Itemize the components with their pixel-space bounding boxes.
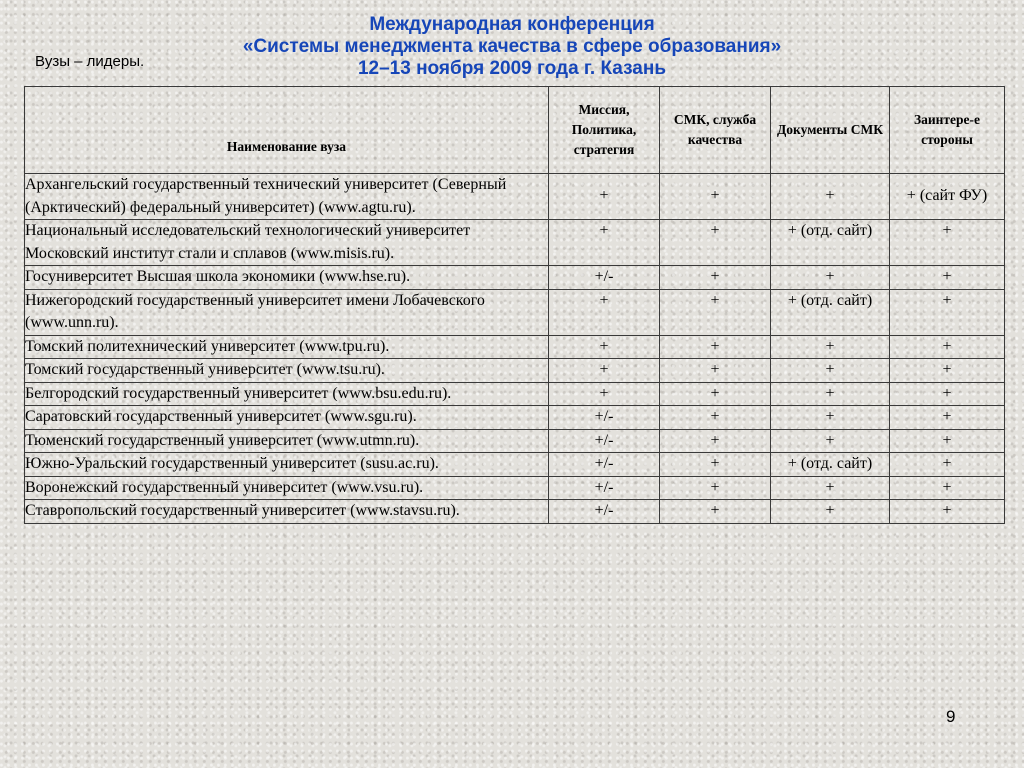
mission-value: +: [549, 359, 660, 383]
table-header-row: [25, 87, 1005, 174]
docs-value: +: [771, 429, 890, 453]
service-value: +: [660, 406, 771, 430]
service-value: +: [660, 289, 771, 335]
table-row: [25, 289, 1005, 335]
table-row: [25, 406, 1005, 430]
parties-value: +: [890, 500, 1005, 524]
mission-value: +: [549, 335, 660, 359]
mission-value: +: [549, 382, 660, 406]
header-qms-documents: Документы СМК: [771, 87, 890, 174]
mission-value: +/-: [549, 500, 660, 524]
mission-value: +: [549, 289, 660, 335]
conference-title: Международная конференция: [369, 14, 655, 35]
table-row: [25, 220, 1005, 266]
university-name: Белгородский государственный университет (www.bsu.edu.ru).: [25, 382, 549, 406]
university-name: Воронежский государственный университет (www.vsu.ru).: [25, 476, 549, 500]
docs-value: +: [771, 406, 890, 430]
table-row: [25, 382, 1005, 406]
slide-subtitle: Вузы – лидеры.: [35, 53, 145, 70]
mission-value: +: [549, 174, 660, 220]
conference-date-place: 12–13 ноября 2009 года г. Казань: [357, 58, 667, 79]
parties-value: +: [890, 289, 1005, 335]
parties-value: +: [890, 335, 1005, 359]
university-name: Госуниверситет Высшая школа экономики (www.hse.ru).: [25, 266, 549, 290]
service-value: +: [660, 382, 771, 406]
slide-title: [0, 14, 1024, 80]
university-name: Южно-Уральский государственный университет (susu.ac.ru).: [25, 453, 549, 477]
docs-value: +: [771, 476, 890, 500]
parties-value: +: [890, 406, 1005, 430]
university-name: Томский государственный университет (www.tsu.ru).: [25, 359, 549, 383]
service-value: +: [660, 220, 771, 266]
docs-value: +: [771, 174, 890, 220]
mission-value: +: [549, 220, 660, 266]
table-row: [25, 429, 1005, 453]
docs-value: +: [771, 382, 890, 406]
conference-subject: «Системы менеджмента качества в сфере образования»: [242, 36, 782, 57]
header-qms-service: СМК, служба качества: [660, 87, 771, 174]
table-row: [25, 476, 1005, 500]
service-value: +: [660, 174, 771, 220]
university-name: Архангельский государственный технический университет (Северный (Арктический) федеральный университет) (www.agtu.ru).: [25, 174, 549, 220]
header-university-name: Наименование вуза: [25, 87, 549, 174]
header-mission: Миссия, Политика, стратегия: [549, 87, 660, 174]
docs-value: + (отд. сайт): [771, 453, 890, 477]
mission-value: +/-: [549, 429, 660, 453]
header-stakeholders: Заинтере-е стороны: [890, 87, 1005, 174]
docs-value: + (отд. сайт): [771, 289, 890, 335]
university-name: Томский политехнический университет (www.tpu.ru).: [25, 335, 549, 359]
parties-value: +: [890, 266, 1005, 290]
parties-value: +: [890, 453, 1005, 477]
service-value: +: [660, 453, 771, 477]
university-name: Тюменский государственный университет (www.utmn.ru).: [25, 429, 549, 453]
table-row: [25, 266, 1005, 290]
mission-value: +/-: [549, 266, 660, 290]
parties-value: +: [890, 359, 1005, 383]
mission-value: +/-: [549, 406, 660, 430]
service-value: +: [660, 335, 771, 359]
docs-value: +: [771, 359, 890, 383]
table-row: [25, 500, 1005, 524]
university-name: Национальный исследовательский технологический университет Московский институт стали и сплавов (www.misis.ru).: [25, 220, 549, 266]
service-value: +: [660, 266, 771, 290]
parties-value: +: [890, 476, 1005, 500]
service-value: +: [660, 476, 771, 500]
table-row: [25, 174, 1005, 220]
mission-value: +/-: [549, 453, 660, 477]
parties-value: +: [890, 429, 1005, 453]
table-row: [25, 335, 1005, 359]
docs-value: + (отд. сайт): [771, 220, 890, 266]
table-row: [25, 359, 1005, 383]
slide-number: 9: [946, 707, 956, 726]
parties-value: +: [890, 382, 1005, 406]
parties-value: + (сайт ФУ): [890, 174, 1005, 220]
university-name: Саратовский государственный университет (www.sgu.ru).: [25, 406, 549, 430]
docs-value: +: [771, 266, 890, 290]
parties-value: +: [890, 220, 1005, 266]
university-name: Нижегородский государственный университет имени Лобачевского (www.unn.ru).: [25, 289, 549, 335]
docs-value: +: [771, 335, 890, 359]
university-name: Ставропольский государственный университет (www.stavsu.ru).: [25, 500, 549, 524]
service-value: +: [660, 429, 771, 453]
service-value: +: [660, 500, 771, 524]
docs-value: +: [771, 500, 890, 524]
mission-value: +/-: [549, 476, 660, 500]
universities-table: [24, 86, 1005, 524]
table-row: [25, 453, 1005, 477]
service-value: +: [660, 359, 771, 383]
